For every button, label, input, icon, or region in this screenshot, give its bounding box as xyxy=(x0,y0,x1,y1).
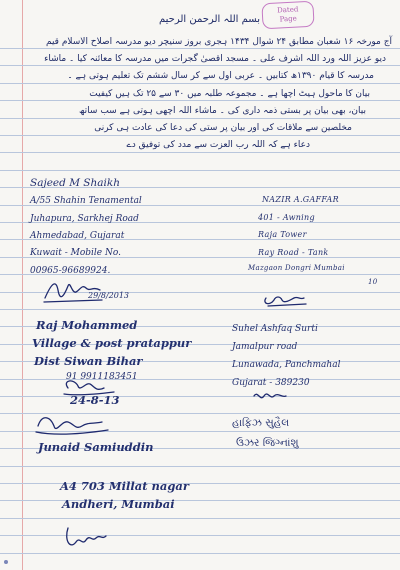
dated-page-stamp: Dated Page xyxy=(261,1,314,30)
signatory-3-date: 24-8-13 xyxy=(70,393,120,407)
urdu-line-3: مدرسہ کا قیام ۱۳۹۰ھ کتابیں ۔ عربی اول سے کر سال ششم تک تعلیم ہوتی ہے ۔ xyxy=(67,71,374,81)
urdu-line-4: بیان کا ماحول ہیٹ اچھا ہے ۔ مجموعہ طلبہ میں ۳۰ سے ۲۵ تک ہیں کیفیت xyxy=(89,89,370,99)
urdu-line-5: بیان، بھی بیان پر بستی ذمہ داری کی ۔ ماشاء اللہ اچھی ہوتی ہے سب ساتھ xyxy=(78,106,366,116)
signatory-2-address-2: Raja Tower xyxy=(258,230,307,239)
ruled-line xyxy=(0,65,400,66)
signatory-6-address-2: Andheri, Mumbai xyxy=(62,497,175,511)
signatory-6-address-1: A4 703 Millat nagar xyxy=(60,479,189,493)
signatory-3-phone: 91 9911183451 xyxy=(66,372,138,382)
signatory-1-date: 29/8/2013 xyxy=(88,291,130,300)
ruled-line xyxy=(0,118,400,119)
ruled-line xyxy=(0,83,400,84)
bismillah-heading: بسم اللہ الرحمن الرحیم xyxy=(158,14,260,25)
signatory-1-address-2: Juhapura, Sarkhej Road xyxy=(30,214,139,224)
signatory-2-address-5: 10 xyxy=(368,278,378,286)
signatory-2-signature xyxy=(260,288,310,310)
signatory-4-address-3: Gujarat - 389230 xyxy=(232,378,310,388)
signatory-3-name: Raj Mohammed xyxy=(36,318,138,332)
signatory-6-name: Junaid Samiuddin xyxy=(38,440,154,454)
urdu-line-6: مخلصین سے ملاقات کی اور بیان پر ستی کی دعا کی عادت ہی کرنی xyxy=(94,123,352,133)
signatory-3-address-2: Dist Siwan Bihar xyxy=(34,354,143,368)
ruled-line xyxy=(0,100,400,101)
corner-mark xyxy=(4,560,8,564)
gujarati-line-2: ઉઝર જિગ્નાંશુ xyxy=(236,437,299,449)
signatory-6-signature xyxy=(60,522,110,556)
signatory-1-address-4: Kuwait - Mobile No. xyxy=(30,248,121,258)
signatory-1-name: Sajeed M Shaikh xyxy=(30,177,120,189)
urdu-line-2: دیو عزیز اللہ ورد اللہ اشرف علی ۔ مسجد اقصیٰ گجرات میں مدرسہ کا معائنہ کیا ۔ ماشاء xyxy=(44,54,386,64)
signatory-1-address-5: 00965-96689924. xyxy=(30,266,111,276)
signatory-4-address-2: Lunawada, Panchmahal xyxy=(232,360,341,370)
signatory-4-signature xyxy=(250,388,290,406)
signatory-2-address-4: Mazgaon Dongri Mumbai xyxy=(248,264,345,272)
signatory-1-address-3: Ahmedabad, Gujarat xyxy=(30,231,125,241)
signatory-4-name: Suhel Ashfaq Surti xyxy=(232,324,318,334)
margin-line xyxy=(22,0,23,570)
signatory-3-address-1: Village & post pratappur xyxy=(32,336,192,350)
ruled-line xyxy=(0,518,400,519)
ruled-line xyxy=(0,135,400,136)
ruled-line xyxy=(0,48,400,49)
signatory-2-address-3: Ray Road - Tank xyxy=(258,248,329,257)
ruled-line xyxy=(0,152,400,153)
signatory-2-name: NAZIR A.GAFFAR xyxy=(262,195,339,204)
ruled-line xyxy=(0,170,400,171)
urdu-line-7: دعاء ہے کہ اللہ رب العزت سے مدد کی توفیق دے xyxy=(126,140,310,150)
signatory-5-signature xyxy=(32,412,112,440)
ruled-line xyxy=(0,500,400,501)
urdu-line-1: آج مورخہ ۱۶ شعبان مطابق ۲۴ شوال ۱۴۳۴ ہجری بروز سنیچر دیو مدرسہ اصلاح الاسلام قیم xyxy=(45,37,392,47)
signatory-4-address-1: Jamalpur road xyxy=(232,342,298,352)
signatory-1-address-1: A/55 Shahin Tenamental xyxy=(30,196,142,206)
gujarati-line-1: હાફિઝ સુહૈલ xyxy=(232,417,290,429)
ruled-line xyxy=(0,309,400,310)
ruled-line xyxy=(0,466,400,467)
signatory-2-address-1: 401 - Awning xyxy=(258,213,315,222)
